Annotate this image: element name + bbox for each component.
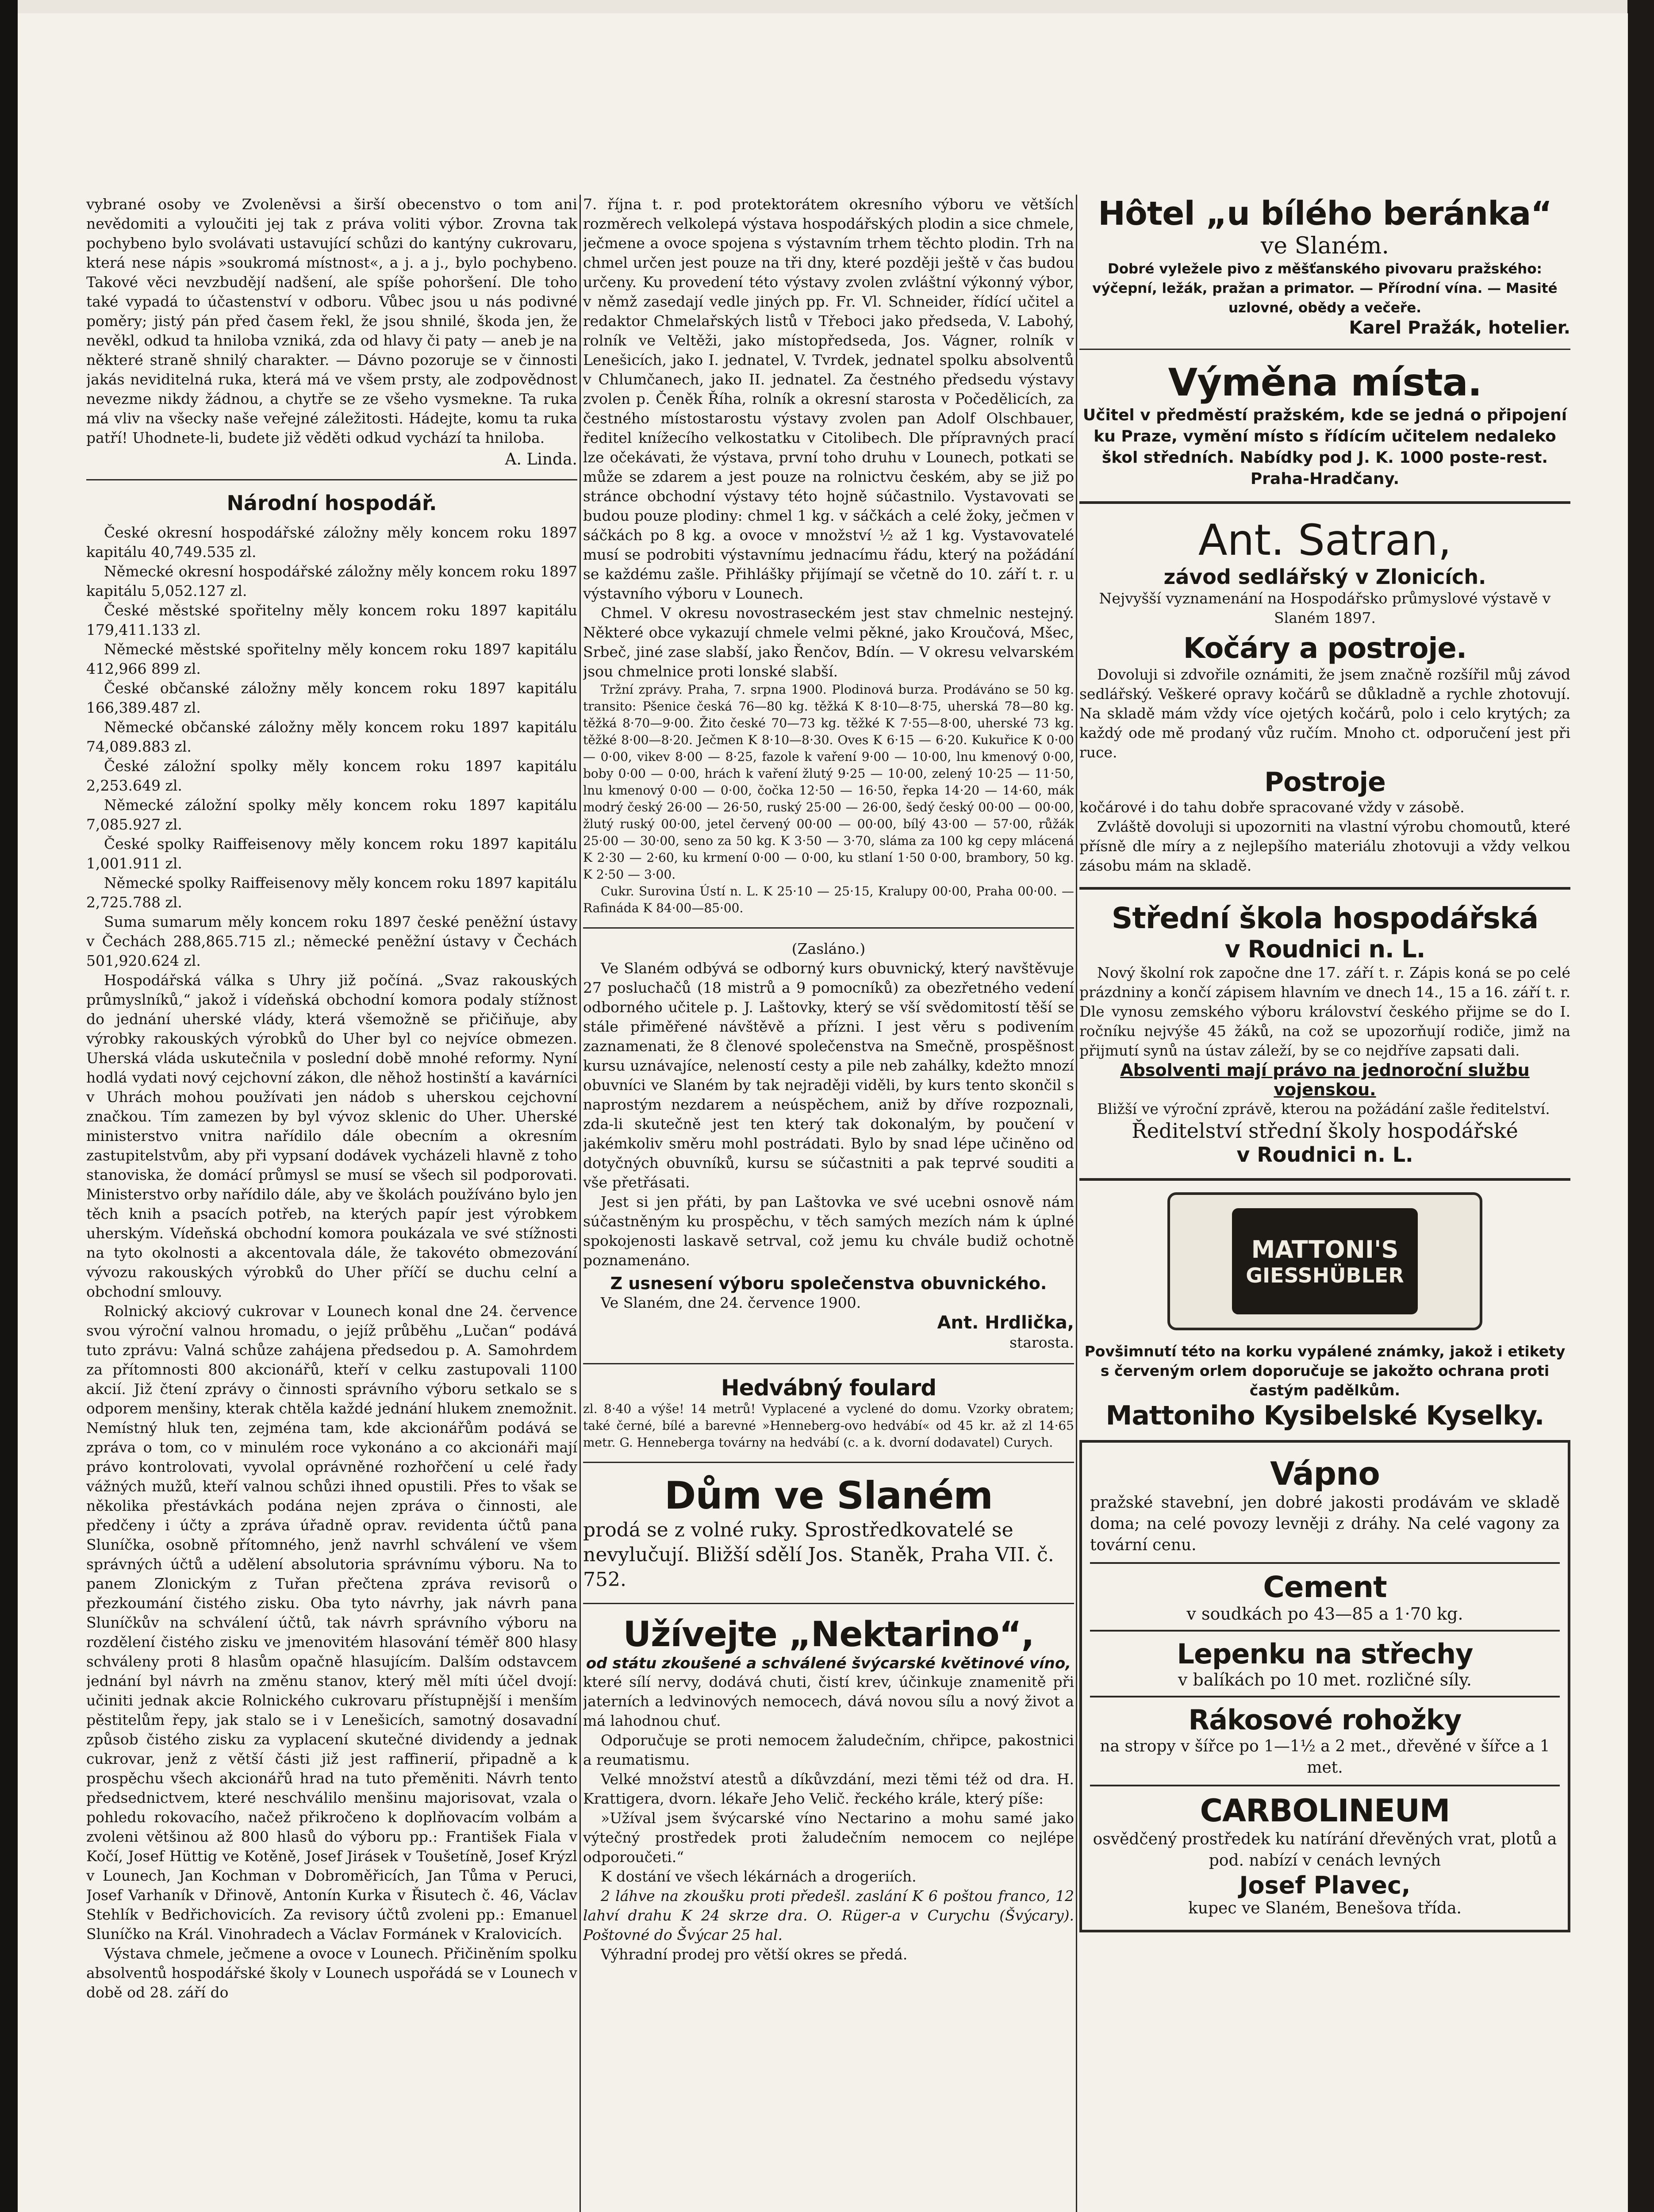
postroje-title: Postroje xyxy=(1264,767,1385,798)
nektarino-subtitle: od státu zkoušené a schválené švýcarské květinové víno, xyxy=(586,1655,1071,1672)
nektarino-text-5: 2 láhve na zkoušku proti předešl. zaslání K 6 poštou franco, 12 lahví drahu K 24 skrze dra. O. Rüger-a v Curychu (Švýcary). Poštovné do Švýcar 25 hal. xyxy=(583,1887,1074,1943)
column-2 xyxy=(583,195,1074,1964)
divider xyxy=(1079,887,1570,890)
nektarino-text-3: Velké množství atestů a díkůvzdání, mezi těmi též od dra. H. Krattigera, dvorn. lékaře Jeho Velič. řeckého krále, který píše: xyxy=(583,1770,1074,1807)
rakos-title: Rákosové rohožky xyxy=(1188,1704,1462,1736)
zaslano-text: Ve Slaném odbývá se odborný kurs obuvnický, který navštěvuje 27 posluchačů (18 mistrů a 9 pomocníků) za obezřetného vedení odborného učitele p. J. Laštovky, který se vší svědomitostí těší se stále přiměřené návštěvě a přízni. I jest věru s podivením zaznamenati, že 8 členové společenstva na Smečně, prospěšnost kursu uznávajíce, neleností cesty a pile neb zahálky, kdežto mnozí obuvníci ve Slaném by tak nejraději viděli, by kurs tento skončil s naprostým nezdarem a neúspěchem, aniž by dříve rozpoznali, zda-li skutečně jest ten který tak dokonalým, by poučení v jakémkoliv směru mohl postrádati. Bylo by snad lépe učiněno od dotyčných obuvníků, kursu se súčastniti a pak teprvé souditi a vše přetřásati. xyxy=(583,960,1074,1191)
nektarino-text-4: K dostání ve všech lékárnách a drogeriích. xyxy=(601,1868,917,1885)
stat-item: Suma sumarum měly koncem roku 1897 české peněžní ústavy v Čechách 288,865.715 zl.; německé peněžní ústavy v Čechách 501,920.624 zl. xyxy=(86,913,577,969)
divider xyxy=(583,1603,1074,1604)
skola-title: Střední škola hospodářská xyxy=(1111,901,1539,935)
vymena-title: Výměna místa. xyxy=(1168,361,1482,405)
lepenka-title: Lepenku na střechy xyxy=(1177,1638,1473,1670)
lepenka-text: v balíkách po 10 met. rozličné síly. xyxy=(1178,1670,1472,1690)
carbolineum-text: osvědčený prostředek ku natírání dřevěných vrat, plotů a pod. nabízí v cenách levných xyxy=(1093,1830,1557,1870)
skola-place: v Roudnici n. L. xyxy=(1224,935,1425,963)
stat-item: Německé okresní hospodářské záložny měly koncem roku 1897 kapitálu 5,052.127 zl. xyxy=(86,563,577,599)
stat-item: Německé městské spořitelny měly koncem roku 1897 kapitálu 412,966 899 zl. xyxy=(86,641,577,677)
article-chmel: Chmel. V okresu novostraseckém jest stav chmelnic nestejný. Některé obce vykazují chmele velmi pěkné, jako Kroučová, Mšec, Srbeč, jiné zase slabší, jako Řenčov, Bdín. — V okresu velvarském jsou chmelnice proti lonské slabší. xyxy=(583,604,1074,680)
podpis-role: starosta. xyxy=(1009,1334,1074,1351)
divider xyxy=(583,1363,1074,1364)
cement-text: v soudkách po 43—85 a 1·70 kg. xyxy=(1186,1604,1463,1624)
intro-article: vybrané osoby ve Zvoleněvsi a širší obecenstvo o tom ani nevědomiti a vyloučiti jej tak z práva voliti výbor. Zrovna tak pochybeno bylo svolávati ustavující schůzi do kantýny cukrovaru, která nese nápis »soukromá místnost«, a j. a j., bylo pochybeno. Takové věci nevzbudějí nadšení, ale spíše pohoršení. Dle toho také vypadá to účastenství v odboru. Vůbec jsou u nás podivné poměry; jistý pán před časem řekl, že jsou shnilé, škoda jen, že nevěkl, odkud ta hniloba vzniká, zda od hlavy či paty — aneb je na některé straně shnilý charakter. — Dávno pozoruje se v činnosti jakás neviditelná ruka, která má ve všem prsty, ale zodpovědnost nevezme nikdy žádnou, a chytře se ze všeho vysmekne. Ta ruka má vliv na všecky naše veřejné záležitosti. Hádejte, komu ta ruka patří! Uhodnete-li, budete již věděti odkud vychází ta hniloba. xyxy=(86,196,577,446)
vapno-text: pražské stavební, jen dobré jakosti prodávám ve skladě doma; na celé povozy levněji z dráhy. Na celé vagony za tovární cenu. xyxy=(1090,1494,1560,1554)
nektarino-text-6: Výhradní prodej pro větší okres se předá. xyxy=(601,1946,908,1963)
satran-award: Nejvyšší vyznamenání na Hospodářsko průmyslové výstavě v Slaném 1897. xyxy=(1099,590,1551,626)
nektarino-text-1: které sílí nervy, dodává chuti, čistí krev, účinkuje znamenitě při jaterních a ledvinových nemocech, dává novou sílu a nový život a má lahodnou chuť. xyxy=(583,1673,1074,1729)
skola-text: Nový školní rok započne dne 17. září t. r. Zápis koná se po celé prázdniny a končí zápisem hlavním ve dnech 14., 15 a 16. září t. r. Dle vynosu zemského výboru království českého přijme se do I. ročníku nejvýše 45 žáků, na což se upozorňují rodiče, jimž na přijmutí synů na ústav záleží, by se co nejdříve zapsati dali. xyxy=(1079,964,1570,1059)
divider xyxy=(583,1462,1074,1463)
foulard-text: zl. 8·40 a výše! 14 metrů! Vyplacené a vyclené do domu. Vzorky obratem; také černé, bílé a barevné »Henneberg-ovo hedvábí« od 45 kr. až zl 14·65 metr. G. Henneberga továrny na hedvábí (c. a k. dvorní dodavatel) Curych. xyxy=(583,1402,1074,1450)
rakos-text: na stropy v šířce po 1—1½ a 2 met., dřevěné v šířce a 1 met. xyxy=(1100,1737,1550,1777)
mattoni-label xyxy=(1232,1208,1418,1314)
column-1 xyxy=(86,195,577,2002)
skola-text-2: Bližší ve výroční zprávě, kterou na požádání zašle ředitelství. xyxy=(1097,1100,1550,1118)
divider xyxy=(1079,1178,1570,1181)
vapno-title: Vápno xyxy=(1270,1455,1380,1492)
skola-sign-1: Ředitelství střední školy hospodářské xyxy=(1132,1119,1518,1143)
plavec-name: Josef Plavec, xyxy=(1239,1871,1411,1899)
lepenka-section xyxy=(1090,1632,1560,1697)
article-cukr: Cukr. Surovina Ústí n. L. K 25·10 — 25·15, Kralupy 00·00, Praha 00·00. — Rafináda K 84·00—85·00. xyxy=(583,884,1074,915)
foulard-title: Hedvábný foulard xyxy=(721,1375,936,1401)
article-cukrovar-louny: Rolnický akciový cukrovar v Lounech konal dne 24. července svou výroční valnou hromadu, o jejíž průběhu „Lučan“ podává tuto zprávu: Valná schůze zahájena předsedou p. A. Samohrdem za přítomnosti 800 akcionářů, kteří v celku zastupovali 1100 akcií. Již čtení zprávy o činnosti správního výboru setkalo se s odporem menšiny, kterak chtěla každé jednání hlukem znemožnit. Nemístný hluk ten, zejména tam, kde akcionářům podává se zpráva o tom, co v minulém roce vykonáno a co akcionáři mají právo kontrolovati, vyvolal oprávněné rozhořčení u celé řady vážných mužů, kteří valnou schůzi ihned opustili. Přes to však se několika přestávkách podána nejen zpráva o činnosti, ale předčeny i účty a zpráva úřadně oprav. revidenta účtů pana Sluníčka, osobně přítomného, jenž navrhl schválení ve všem správných účtů a udělení absolutoria správnímu výboru. Na to panem Zlonickým z Tuřan přečtena zpráva revisorů o přezkoumání čistého zisku. Oba tyto návrhy, jak návrh pana Sluníčkův na schválení účtů, tak návrh správního výboru na rozdělení čistého zisku ve jmenovitém hlasování téměř 800 hlasy schváleny proti 8 hlasům opačně hlasujícím. Dalším odstavcem jednání byl návrh na změnu stanov, který měl míti účel dvojí: učiniti jednak akcie Rolnického cukrovaru přístupnější i menším pěstitelům řepy, jak stalo se i v Lenešicích, samotný dosavadní způsob čistého zisku za vyplacení skutečné dividendy a jednak cukrovar, jenž z větší části již jest raffinerií, připadně a k prospěchu všech akcionářů hrad na tuto přeměniti. Návrh tento předsednictvem, které neschválilo menšinu majorisovat, vzala o pohledu rokovacího, načež přikročeno k doplňovacím volbám a zvoleni většinou až 800 hlasů do výboru pp.: František Fiala v Kočí, Josef Hüttig ve Kotěně, Josef Jirásek v Toušetíně, Josef Krýzl v Lounech, Jan Kochman v Dobroměřicích, Jan Tůma v Peruci, Josef Varhaník v Dřinově, Antonín Kurka v Řisutech č. 46, Václav Stehlík v Bedřichovicích. Za revisory účtů zvoleni pp.: Emanuel Sluníčko na Král. Vinohradech a Václav Formánek v Kralovicích. xyxy=(86,1302,577,1943)
hotel-text: Dobré vyležele pivo z měšťanského pivovaru pražského: výčepní, ležák, pražan a primator. — Přírodní vína. — Masité uzlovné, obědy a večeře. xyxy=(1092,261,1558,316)
nektarino-title: Užívejte „Nektarino“, xyxy=(623,1615,1034,1655)
stat-item: Německé občanské záložny měly koncem roku 1897 kapitálu 74,089.883 zl. xyxy=(86,718,577,755)
mattoni-label-line-2: GIESSHÜBLER xyxy=(1246,1263,1404,1287)
divider xyxy=(1079,349,1570,350)
dum-text: prodá se z volné ruky. Sprostředkovatelé se nevylučují. Bližší sdělí Jos. Staněk, Praha VII. č. 752. xyxy=(583,1519,1054,1591)
page-right-edge xyxy=(1627,0,1654,2212)
divider xyxy=(86,479,577,480)
skola-sign-2: v Roudnici n. L. xyxy=(1236,1143,1413,1167)
postroje-text-2: Zvláště dovoluji si upozorniti na vlastní výrobu chomoutů, které přísně dle míry a z nejlepšího materiálu zhotovuji a vždy velkou zásobu mám na skladě. xyxy=(1079,818,1570,874)
hotel-owner: Karel Pražák, hotelier. xyxy=(1349,318,1570,338)
divider xyxy=(1079,501,1570,504)
rakos-section xyxy=(1090,1697,1560,1786)
hotel-title: Hôtel „u bílého beránka“ xyxy=(1098,195,1552,233)
column-rule-1 xyxy=(579,195,581,2212)
carbolineum-section xyxy=(1090,1786,1560,1924)
stat-item: Německé spolky Raiffeisenovy měly koncem roku 1897 kapitálu 2,725.788 zl. xyxy=(86,874,577,911)
vapno-section xyxy=(1090,1449,1560,1564)
mattoni-text: Povšimnutí této na korku vypálené známky, jakož i etikety s červeným orlem doporučuje se jakožto ochrana proti častým padělkům. xyxy=(1084,1343,1566,1399)
divider xyxy=(583,927,1074,929)
mattoni-label-line-1: MATTONI'S xyxy=(1251,1235,1399,1263)
carbolineum-title: CARBOLINEUM xyxy=(1200,1793,1450,1829)
column-rule-2 xyxy=(1076,195,1077,2212)
stat-item: České okresní hospodářské záložny měly koncem roku 1897 kapitálu 40,749.535 zl. xyxy=(86,524,577,561)
stat-item: Německé záložní spolky měly koncem roku 1897 kapitálu 7,085.927 zl. xyxy=(86,796,577,833)
cement-title: Cement xyxy=(1263,1570,1387,1604)
nektarino-quote: »Užíval jsem švýcarské víno Nectarino a mohu samé jako výtečný prostředek proti žaludečním nemocem co nejlépe odporoučeti.“ xyxy=(583,1809,1074,1866)
stat-item: České záložní spolky měly koncem roku 1897 kapitálu 2,253.649 zl. xyxy=(86,757,577,794)
stat-item: České občanské záložny měly koncem roku 1897 kapitálu 166,389.487 zl. xyxy=(86,680,577,716)
column-3 xyxy=(1079,195,1570,1932)
hotel-subtitle: ve Slaném. xyxy=(1260,233,1389,259)
skola-absolventi: Absolventi mají právo na jednoroční službu vojenskou. xyxy=(1120,1060,1530,1099)
page-left-edge xyxy=(0,0,18,2212)
vymena-text: Učitel v předměstí pražském, kde se jedná o připojení ku Praze, vymění místo s řídícím učitelem nedaleko škol středních. Nabídky pod J. K. 1000 poste-rest. Praha-Hradčany. xyxy=(1082,406,1567,488)
cement-section xyxy=(1090,1564,1560,1632)
usneseni: Z usnesení výboru společenstva obuvnického. xyxy=(610,1274,1047,1293)
podpis: Ant. Hrdlička, xyxy=(937,1313,1074,1333)
datum: Ve Slaném, dne 24. července 1900. xyxy=(601,1294,861,1311)
plavec-address: kupec ve Slaném, Benešova třída. xyxy=(1188,1899,1462,1917)
mattoni-cork-logo xyxy=(1167,1192,1482,1330)
stat-item: České městské spořitelny měly koncem roku 1897 kapitálu 179,411.133 zl. xyxy=(86,602,577,638)
article-vystava-start: Výstava chmele, ječmene a ovoce v Lounech. Přičiněním spolku absolventů hospodářské školy v Lounech uspořádá se v Lounech v době od 28. září do xyxy=(86,1945,577,2001)
article-hospodarska-valka: Hospodářská válka s Uhry již počíná. „Svaz rakouských průmyslníků,“ jakož i vídeňská obchodní komora podaly stížnost do jednání uherské vlády, která všemožně se přičiňuje, aby výrobky rakouských výrobků do Uher byl co nejvíce obmezen. Uherská vláda uskutečnila v poslední době mnohé reformy. Nyní hodlá vydati nový cejchovní zákon, dle něhož hostinští a kavárníci v Uhrách mohou používati jen nádob s uherskou cejchovní značkou. Tím zamezen by byl vývoz sklenic do Uher. Uherské ministerstvo vnitra nařídilo dále obecním a okresním zastupitelstvům, aby při vypsaní dodávek vycházeli hlavně z toho stanoviska, že domácí průmysl se musí se všech sil podporovati. Ministerstvo orby nařídilo dále, aby ve školách používáno bylo jen těch knih a psacích potřeb, na kterých papír jest výrobkem uherským. Vídeňská obchodní komora poukázala ve své stížnosti na tyto okolnosti a akcentovala dále, že takovéto obmezování vývozu rakouských výrobků do Uher příčí se duchu celní a obchodní smlouvy. xyxy=(86,972,577,1300)
stat-item: České spolky Raiffeisenovy měly koncem roku 1897 kapitálu 1,001.911 zl. xyxy=(86,835,577,872)
kocary-text: Dovoluji si zdvořile oznámiti, že jsem značně rozšířil můj závod sedlářský. Veškeré opravy kočárů se důkladně a rychle zhotovují. Na skladě mám vždy více ojetých kočárů, polo i celo krytých; za každý ode mě prodaný vůz ručím. Mnoho ct. odporučení jest při ruce. xyxy=(1079,666,1570,761)
satran-title: Ant. Satran, xyxy=(1198,515,1452,565)
section-title-narodni-hospodar: Národní hospodář. xyxy=(226,491,437,515)
stavivo-box xyxy=(1079,1440,1570,1932)
dum-title: Dům ve Slaném xyxy=(664,1474,993,1518)
mattoni-title: Mattoniho Kysibelské Kyselky. xyxy=(1105,1400,1544,1431)
kocary-title: Kočáry a postroje. xyxy=(1183,632,1467,665)
nektarino-text-2: Odporučuje se proti nemocem žaludečním, chřipce, pakostnici a reumatismu. xyxy=(583,1732,1074,1768)
intro-author: A. Linda. xyxy=(505,450,577,469)
article-vystava-cont: 7. října t. r. pod protektorátem okresního výboru ve větších rozměrech velkolepá výstava hospodářských plodin a sice chmele, ječmene a ovoce spojena s výstavním trhem těchto plodin. Trh na chmel určen jest pouze na tři dny, které později ještě v čas budou určeny. Ku provedení této výstavy zvolen zvláštní výkonný výbor, v němž zasedají vedle jiných pp. Fr. Vl. Schneider, řídící učitel a redaktor Chmelařských listů v Třeboci jako předseda, V. Labohý, rolník ve Veltěži, jako místopředseda, Jos. Vágner, rolník v Lenešicích, jako I. jednatel, V. Tvrdek, jednatel spolku absolventů v Chlumčanech, jako II. jednatel. Za čestného předsedu výstavy zvolen p. Čeněk Říha, rolník a okresní starosta v Počedělicích, za čestného místostarostu výstavy zvolen pan Adolf Olschbauer, ředitel knížecího velkostatku v Citolibech. Dle přípravných prací lze očekávati, že výstava, první toho druhu v Lounech, potkati se může se zdarem a jest pouze na rolnictvu českém, aby se již po stránce obchodní výstavy této hojně súčastnilo. Vystavovati se budou pouze plodiny: chmel 1 kg. v sáčkách a celé žoky, ječmen v sáčkách po 8 kg. a ovoce v množství ½ až 1 kg. Vystavovatelé musí se podrobiti výstavnímu jednacímu řádu, který na požádání se každému zašle. Přihlášky přijímají se včetně do 10. září t. r. u výstavního výboru v Lounech. xyxy=(583,196,1074,602)
zaslano-heading: (Zasláno.) xyxy=(791,940,866,957)
satran-subtitle: závod sedlářský v Zlonicích. xyxy=(1163,565,1486,589)
zaslano-text-2: Jest si jen přáti, by pan Laštovka ve své ucebni osnově nám súčastněným ku prospěchu, v těch samých mezích nám k úplné spokojenosti laskavě setrval, což jemu ku chvále budiž ochotně poznamenáno. xyxy=(583,1193,1074,1269)
postroje-text: kočárové i do tahu dobře spracované vždy v zásobě. xyxy=(1079,799,1465,816)
article-trzni-zpravy: Tržní zprávy. Praha, 7. srpna 1900. Plodinová burza. Prodáváno se 50 kg. transito: Pšenice česká 76—80 kg. těžká K 8·10—8·75, uherská 78—80 kg. těžká 8·70—9·00. Žito české 70—73 kg. těžké K 7·55—8·00, uherské 73 kg. těžké 8·00—8·20. Ječmen K 8·10—8·30. Oves K 6·15 — 6·20. Kukuřice K 0·00 — 0·00, vikev 8·00 — 8·25, fazole k vaření 9·00 — 10·00, lnu kmenový 0·00, boby 0·00 — 0·00, hrách k vaření žlutý 9·25 — 10·00, zelený 10·25 — 11·50, lnu kmenový 0·00 — 0·00, čočka 12·50 — 16·50, řepka 14·20 — 14·60, mák modrý český 26·00 — 26·50, ruský 25·00 — 26·00, šedý český 00·00 — 00·00, žlutý ruský 00·00, jetel červený 00·00 — 00·00, bílý 43·00 — 57·00, růžák 25·00 — 30·00, seno za 50 kg. K 3·50 — 3·70, sláma za 100 kg cepy mlácená K 2·30 — 2·60, ku krmení 0·00 — 0·00, ku stlaní 1·50 0·00, brambory, 50 kg. K 2·50 — 3·00. xyxy=(583,682,1074,882)
